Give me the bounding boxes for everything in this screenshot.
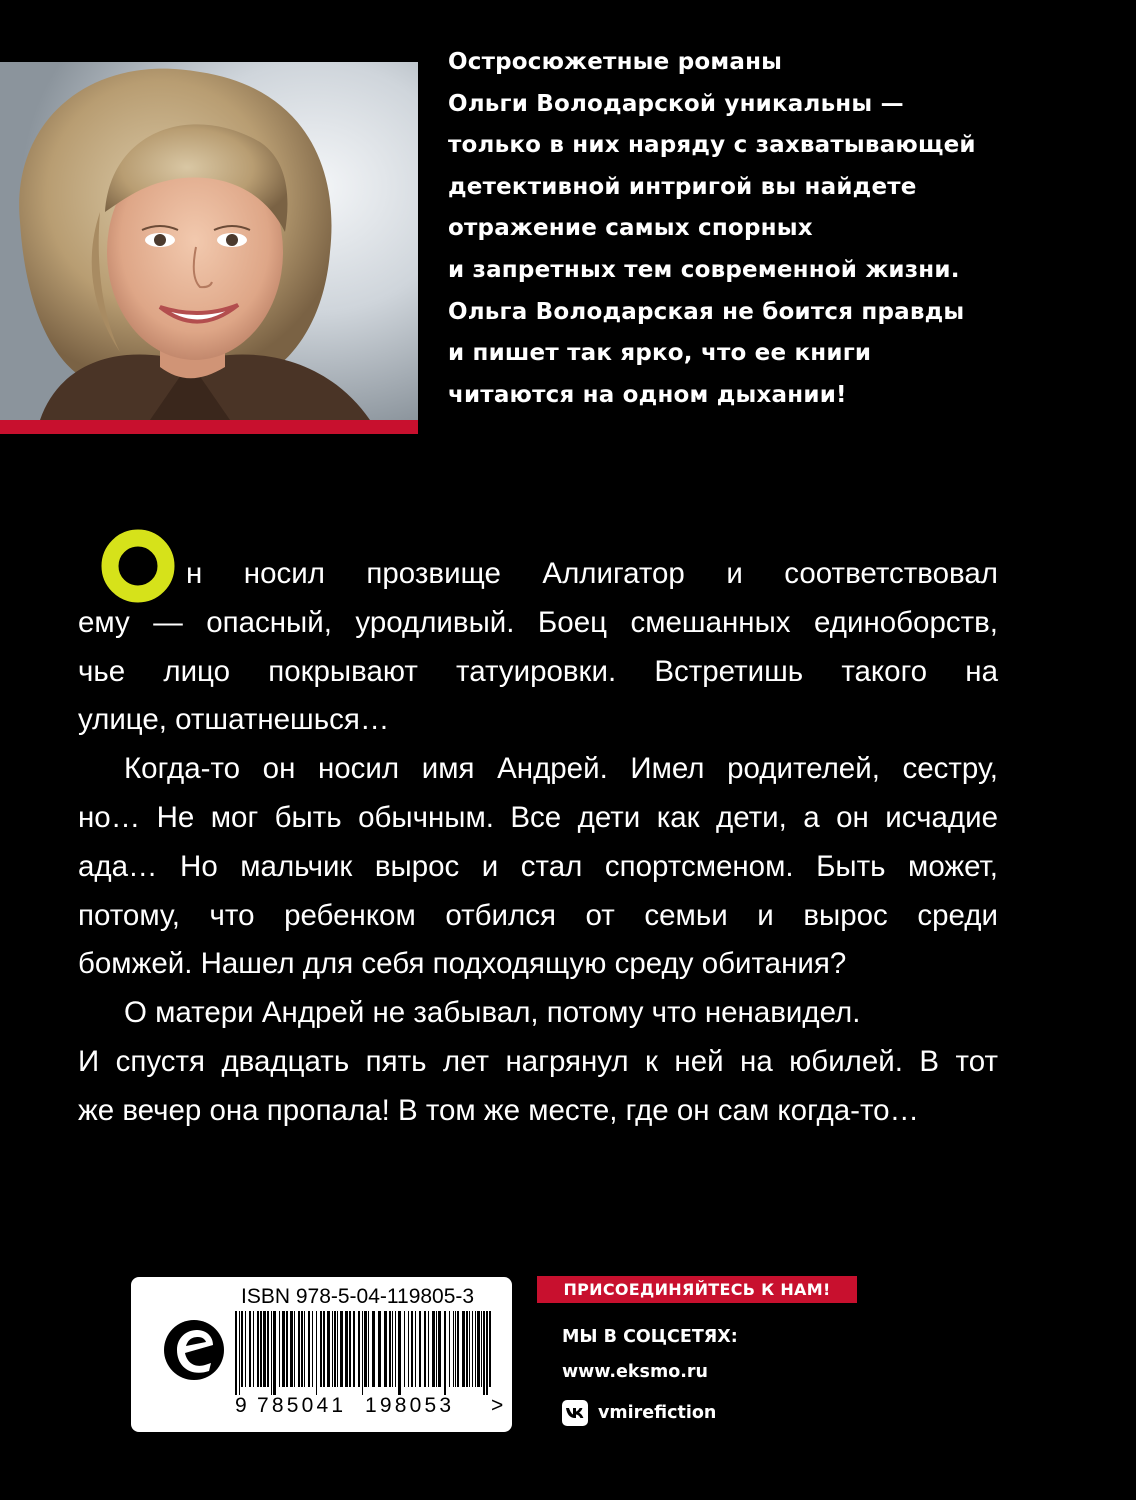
description-line: ада… Но мальчик вырос и стал спортсменом. Быть может,	[78, 849, 998, 883]
barcode-bar	[271, 1311, 272, 1395]
barcode-bar	[282, 1311, 285, 1387]
barcode-bar	[294, 1311, 295, 1387]
barcode-digits-left: 785041	[257, 1394, 347, 1417]
book-blurb	[448, 49, 1048, 451]
barcode-bar	[260, 1311, 262, 1387]
barcode-bar	[345, 1311, 348, 1387]
description-line: ему — опасный, уродливый. Боец смешанных единоборств,	[78, 605, 998, 639]
barcode-bar	[453, 1311, 454, 1387]
barcode-bar	[457, 1311, 459, 1387]
book-description	[78, 550, 998, 1136]
barcode-bar	[241, 1311, 243, 1387]
barcode-bar	[298, 1311, 300, 1387]
barcode-bar	[364, 1311, 367, 1387]
barcode-bar	[469, 1311, 470, 1387]
dropcap-letter: О	[100, 528, 101, 529]
barcode-bar	[392, 1311, 393, 1387]
barcode-bar	[398, 1311, 401, 1395]
blurb-line: детективной интригой вы найдете	[448, 173, 917, 200]
barcode-bar	[304, 1311, 305, 1387]
description-line: чье лицо покрывают татуировки. Встретишь такого на	[78, 654, 998, 688]
barcode-bar	[320, 1311, 322, 1387]
barcode-bar	[349, 1311, 351, 1387]
barcode-bar	[411, 1311, 413, 1387]
barcode-bar	[323, 1311, 325, 1387]
blurb-line: читаются на одном дыхании!	[448, 381, 847, 408]
barcode-bar	[312, 1311, 313, 1387]
barcode-bar	[424, 1311, 426, 1387]
barcode-bar	[334, 1311, 336, 1387]
description-line: улице, отшатнешься…	[78, 703, 390, 737]
barcode-bar	[290, 1311, 293, 1387]
barcode-bar	[428, 1311, 429, 1387]
barcode-bar	[404, 1311, 405, 1387]
description-line: потому, что ребенком отбился от семьи и вырос среди	[78, 898, 998, 932]
description-line: О матери Андрей не забывал, потому что ненавидел.	[124, 996, 861, 1030]
barcode-bar	[253, 1311, 254, 1387]
barcode-bar	[483, 1311, 485, 1395]
barcode-bar	[362, 1311, 363, 1395]
barcode-bar	[308, 1311, 310, 1387]
barcode-bar	[263, 1311, 266, 1387]
vk-handle: vmirefiction	[598, 1403, 717, 1423]
barcode-bar	[481, 1311, 482, 1387]
barcode-bar	[384, 1311, 387, 1387]
barcode-bar	[395, 1311, 396, 1387]
barcode-bar	[472, 1311, 473, 1387]
barcode-bar	[316, 1311, 317, 1395]
barcode-bar	[332, 1311, 333, 1387]
blurb-line: и запретных тем современной жизни.	[448, 256, 960, 283]
barcode-bar	[340, 1311, 343, 1387]
barcode-bar	[337, 1311, 338, 1387]
isbn-number: ISBN 978-5-04-119805-3	[241, 1285, 475, 1308]
barcode-panel	[131, 1277, 512, 1432]
blurb-line: только в них наряду с захватывающей	[448, 132, 976, 159]
barcode-bars	[233, 1311, 495, 1395]
barcode-bar	[372, 1311, 375, 1387]
barcode-bar	[419, 1311, 421, 1387]
barcode-digits-right: 198053	[365, 1394, 455, 1417]
barcode-digit-first: 9	[235, 1394, 247, 1417]
barcode-bar	[475, 1311, 476, 1387]
blurb-line: Остросюжетные романы	[448, 49, 783, 75]
barcode-bar	[444, 1311, 446, 1395]
barcode-bar	[257, 1311, 259, 1387]
eksmo-logo-icon	[161, 1317, 227, 1383]
description-line: н носил прозвище Аллигатор и соответствовал	[186, 557, 998, 590]
barcode-bar	[436, 1311, 437, 1387]
author-photo	[0, 62, 418, 420]
vk-icon	[562, 1400, 588, 1426]
barcode-bar	[286, 1311, 288, 1387]
barcode-bar	[438, 1311, 441, 1387]
barcode-bar	[267, 1311, 269, 1387]
barcode-bar	[368, 1311, 369, 1387]
barcode-bar	[279, 1311, 280, 1387]
description-line: же вечер она пропала! В том же месте, где он сам когда-то…	[78, 1093, 920, 1127]
barcode-bar	[239, 1311, 240, 1395]
blurb-line: Ольги Володарской уникальны —	[448, 90, 904, 117]
barcode-bar	[489, 1311, 491, 1387]
barcode-bar	[449, 1311, 450, 1387]
barcode-bar	[273, 1311, 276, 1395]
barcode-bar	[301, 1311, 303, 1387]
barcode-bar	[249, 1311, 251, 1387]
barcode-bar	[358, 1311, 360, 1387]
blurb-line: отражение самых спорных	[448, 215, 813, 242]
barcode-bar	[327, 1311, 330, 1387]
barcode-bar	[235, 1311, 237, 1395]
website-link[interactable]: www.eksmo.ru	[562, 1362, 708, 1382]
barcode-bar	[245, 1311, 246, 1387]
barcode-arrow: >	[491, 1394, 504, 1417]
barcode-bar	[477, 1311, 480, 1387]
description-line: И спустя двадцать пять лет нагрянул к ней на юбилей. В тот	[78, 1044, 998, 1078]
photo-red-bar	[0, 420, 418, 434]
barcode-bar	[389, 1311, 391, 1387]
barcode-bar	[415, 1311, 416, 1387]
barcode-bar	[486, 1311, 488, 1395]
vk-link[interactable]	[562, 1400, 716, 1426]
barcode-bar	[462, 1311, 465, 1387]
blurb-line: и пишет так ярко, что ее книги	[448, 340, 872, 367]
barcode-bar	[378, 1311, 381, 1387]
barcode-bar	[466, 1311, 468, 1387]
description-line: но… Не мог быть обычным. Все дети как дети, а он исчадие	[78, 800, 998, 834]
barcode-bar	[432, 1311, 435, 1387]
join-us-banner: ПРИСОЕДИНЯЙТЕСЬ К НАМ!	[537, 1276, 857, 1303]
social-title: МЫ В СОЦСЕТЯХ:	[562, 1327, 738, 1347]
description-line: бомжей. Нашел для себя подходящую среду обитания?	[78, 947, 847, 981]
barcode-bar	[353, 1311, 355, 1387]
barcode-bar	[455, 1311, 456, 1387]
barcode-bar	[408, 1311, 409, 1387]
description-line: Когда-то он носил имя Андрей. Имел родителей, сестру,	[124, 752, 998, 786]
blurb-line: Ольга Володарская не боится правды	[448, 298, 965, 325]
